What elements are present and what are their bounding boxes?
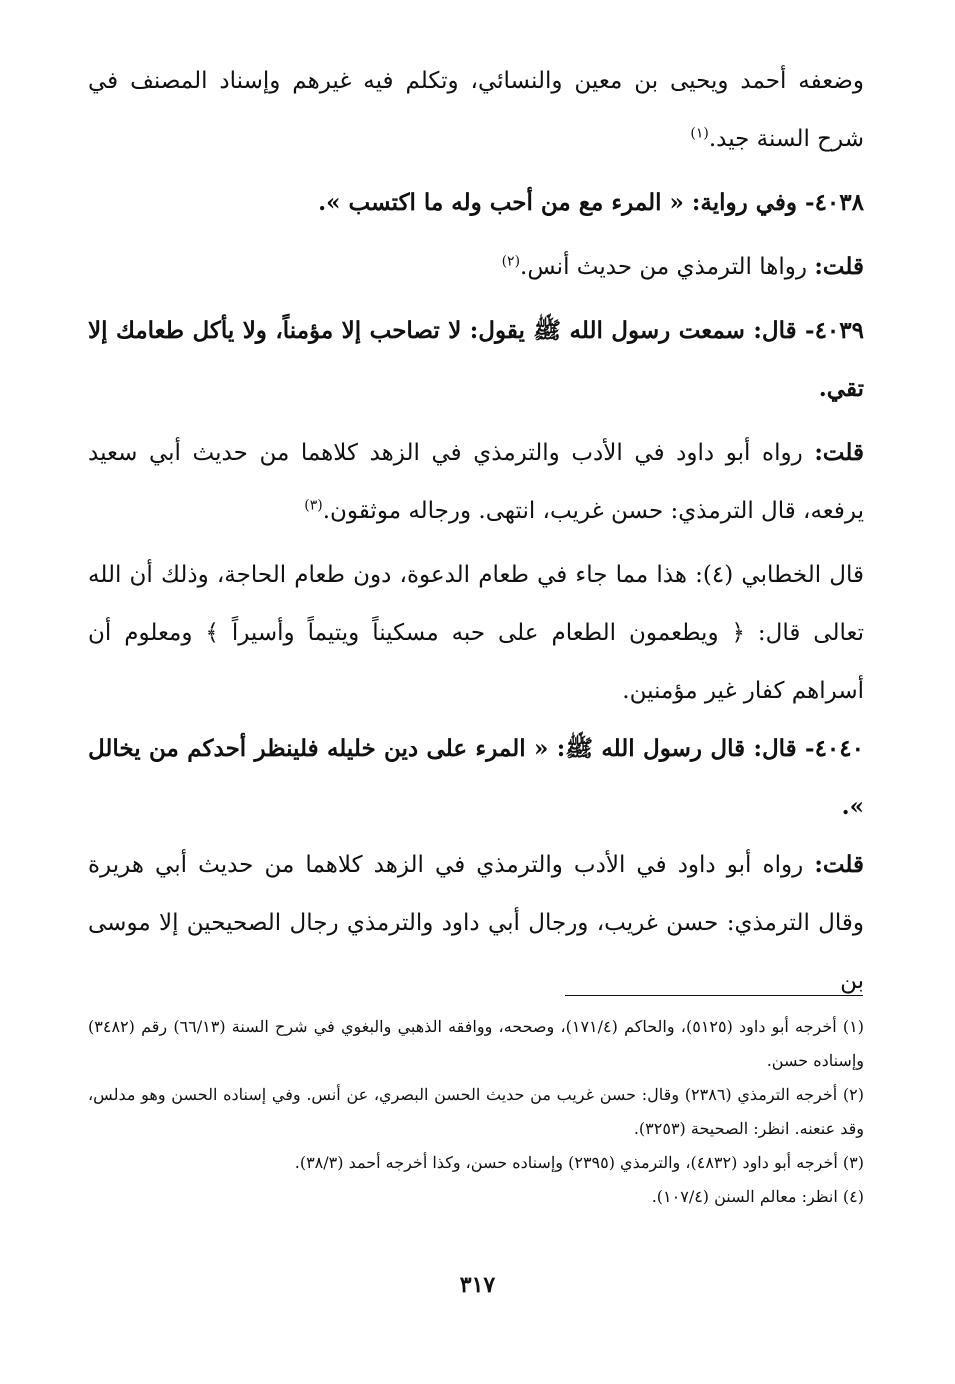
hadith-4039 <box>88 302 864 418</box>
hadith-4040 <box>88 720 864 836</box>
paragraph-lead: قلت: <box>814 851 865 878</box>
footnote-4: (٤) انظر: معالم السنن (١٠٧/٤). <box>651 1187 864 1206</box>
footnotes <box>88 1010 864 1214</box>
footnote-1: (١) أخرجه أبو داود (٥١٢٥)، والحاكم (١٧١/٤)، وصححه، ووافقه الذهبي والبغوي في شرح السنة (٦٦/١٣) رقم (٣٤٨٢) وإسناده حسن. <box>88 1017 864 1070</box>
paragraph-1 <box>88 52 864 168</box>
paragraph-text: قال الخطابي (٤): هذا مما جاء في طعام الدعوة، دون طعام الحاجة، وذلك أن الله تعالى قال: ﴿ ويطعمون الطعام على حبه مسكيناً ويتيماً وأسيراً ﴾ ومعلوم أن أسراهم كفار غير مؤمنين. <box>88 562 865 704</box>
paragraph-5 <box>88 424 864 540</box>
paragraph-lead: قلت: <box>814 253 864 280</box>
hadith-text: ٤٠٤٠- قال: قال رسول الله ﷺ: « المرء على دين خليله فلينظر أحدكم من يخالل ». <box>88 735 864 820</box>
page-number: ٣١٧ <box>459 1272 496 1298</box>
paragraph-6 <box>88 546 864 720</box>
footnote-ref: (٢) <box>501 253 521 270</box>
hadith-4038 <box>88 174 864 232</box>
footnote-ref: (٣) <box>304 497 323 514</box>
paragraph-3 <box>88 238 864 296</box>
footnote-3: (٣) أخرجه أبو داود (٤٨٣٢)، والترمذي (٢٣٩٥) وإسناده حسن، وكذا أخرجه أحمد (٣٨/٣). <box>294 1153 864 1172</box>
hadith-text: ٤٠٣٩- قال: سمعت رسول الله ﷺ يقول: لا تصاحب إلا مؤمناً، ولا يأكل طعامك إلا تقي. <box>88 317 864 402</box>
paragraph-text: رواه أبو داود في الأدب والترمذي في الزهد كلاهما من حديث أبي هريرة وقال الترمذي: حسن غريب، ورجال أبي داود والترمذي رجال الصحيحين إلا موسى بن <box>88 852 864 994</box>
paragraph-text: وضعفه أحمد ويحيى بن معين والنسائي، وتكلم فيه غيرهم وإسناد المصنف في شرح السنة جيد. <box>88 68 864 152</box>
paragraph-text: رواها الترمذي من حديث أنس. <box>520 254 807 280</box>
footnote-2: (٢) أخرجه الترمذي (٢٣٨٦) وقال: حسن غريب من حديث الحسن البصري، عن أنس. وفي إسناده الحسن وهو مدلس، وقد عنعنه. انظر: الصحيحة (٣٢٥٣). <box>88 1085 865 1138</box>
paragraph-text: رواه أبو داود في الأدب والترمذي في الزهد كلاهما من حديث أبي سعيد يرفعه، قال الترمذي: حسن غريب، انتهى. ورجاله موثقون. <box>88 440 864 524</box>
paragraph-8 <box>88 836 864 1010</box>
hadith-text: ٤٠٣٨- وفي رواية: « المرء مع من أحب وله ما اكتسب ». <box>318 189 864 216</box>
main-text <box>88 52 864 1010</box>
paragraph-lead: قلت: <box>814 439 864 466</box>
footnote-divider <box>565 995 863 996</box>
footnote-ref: (١) <box>690 125 709 142</box>
